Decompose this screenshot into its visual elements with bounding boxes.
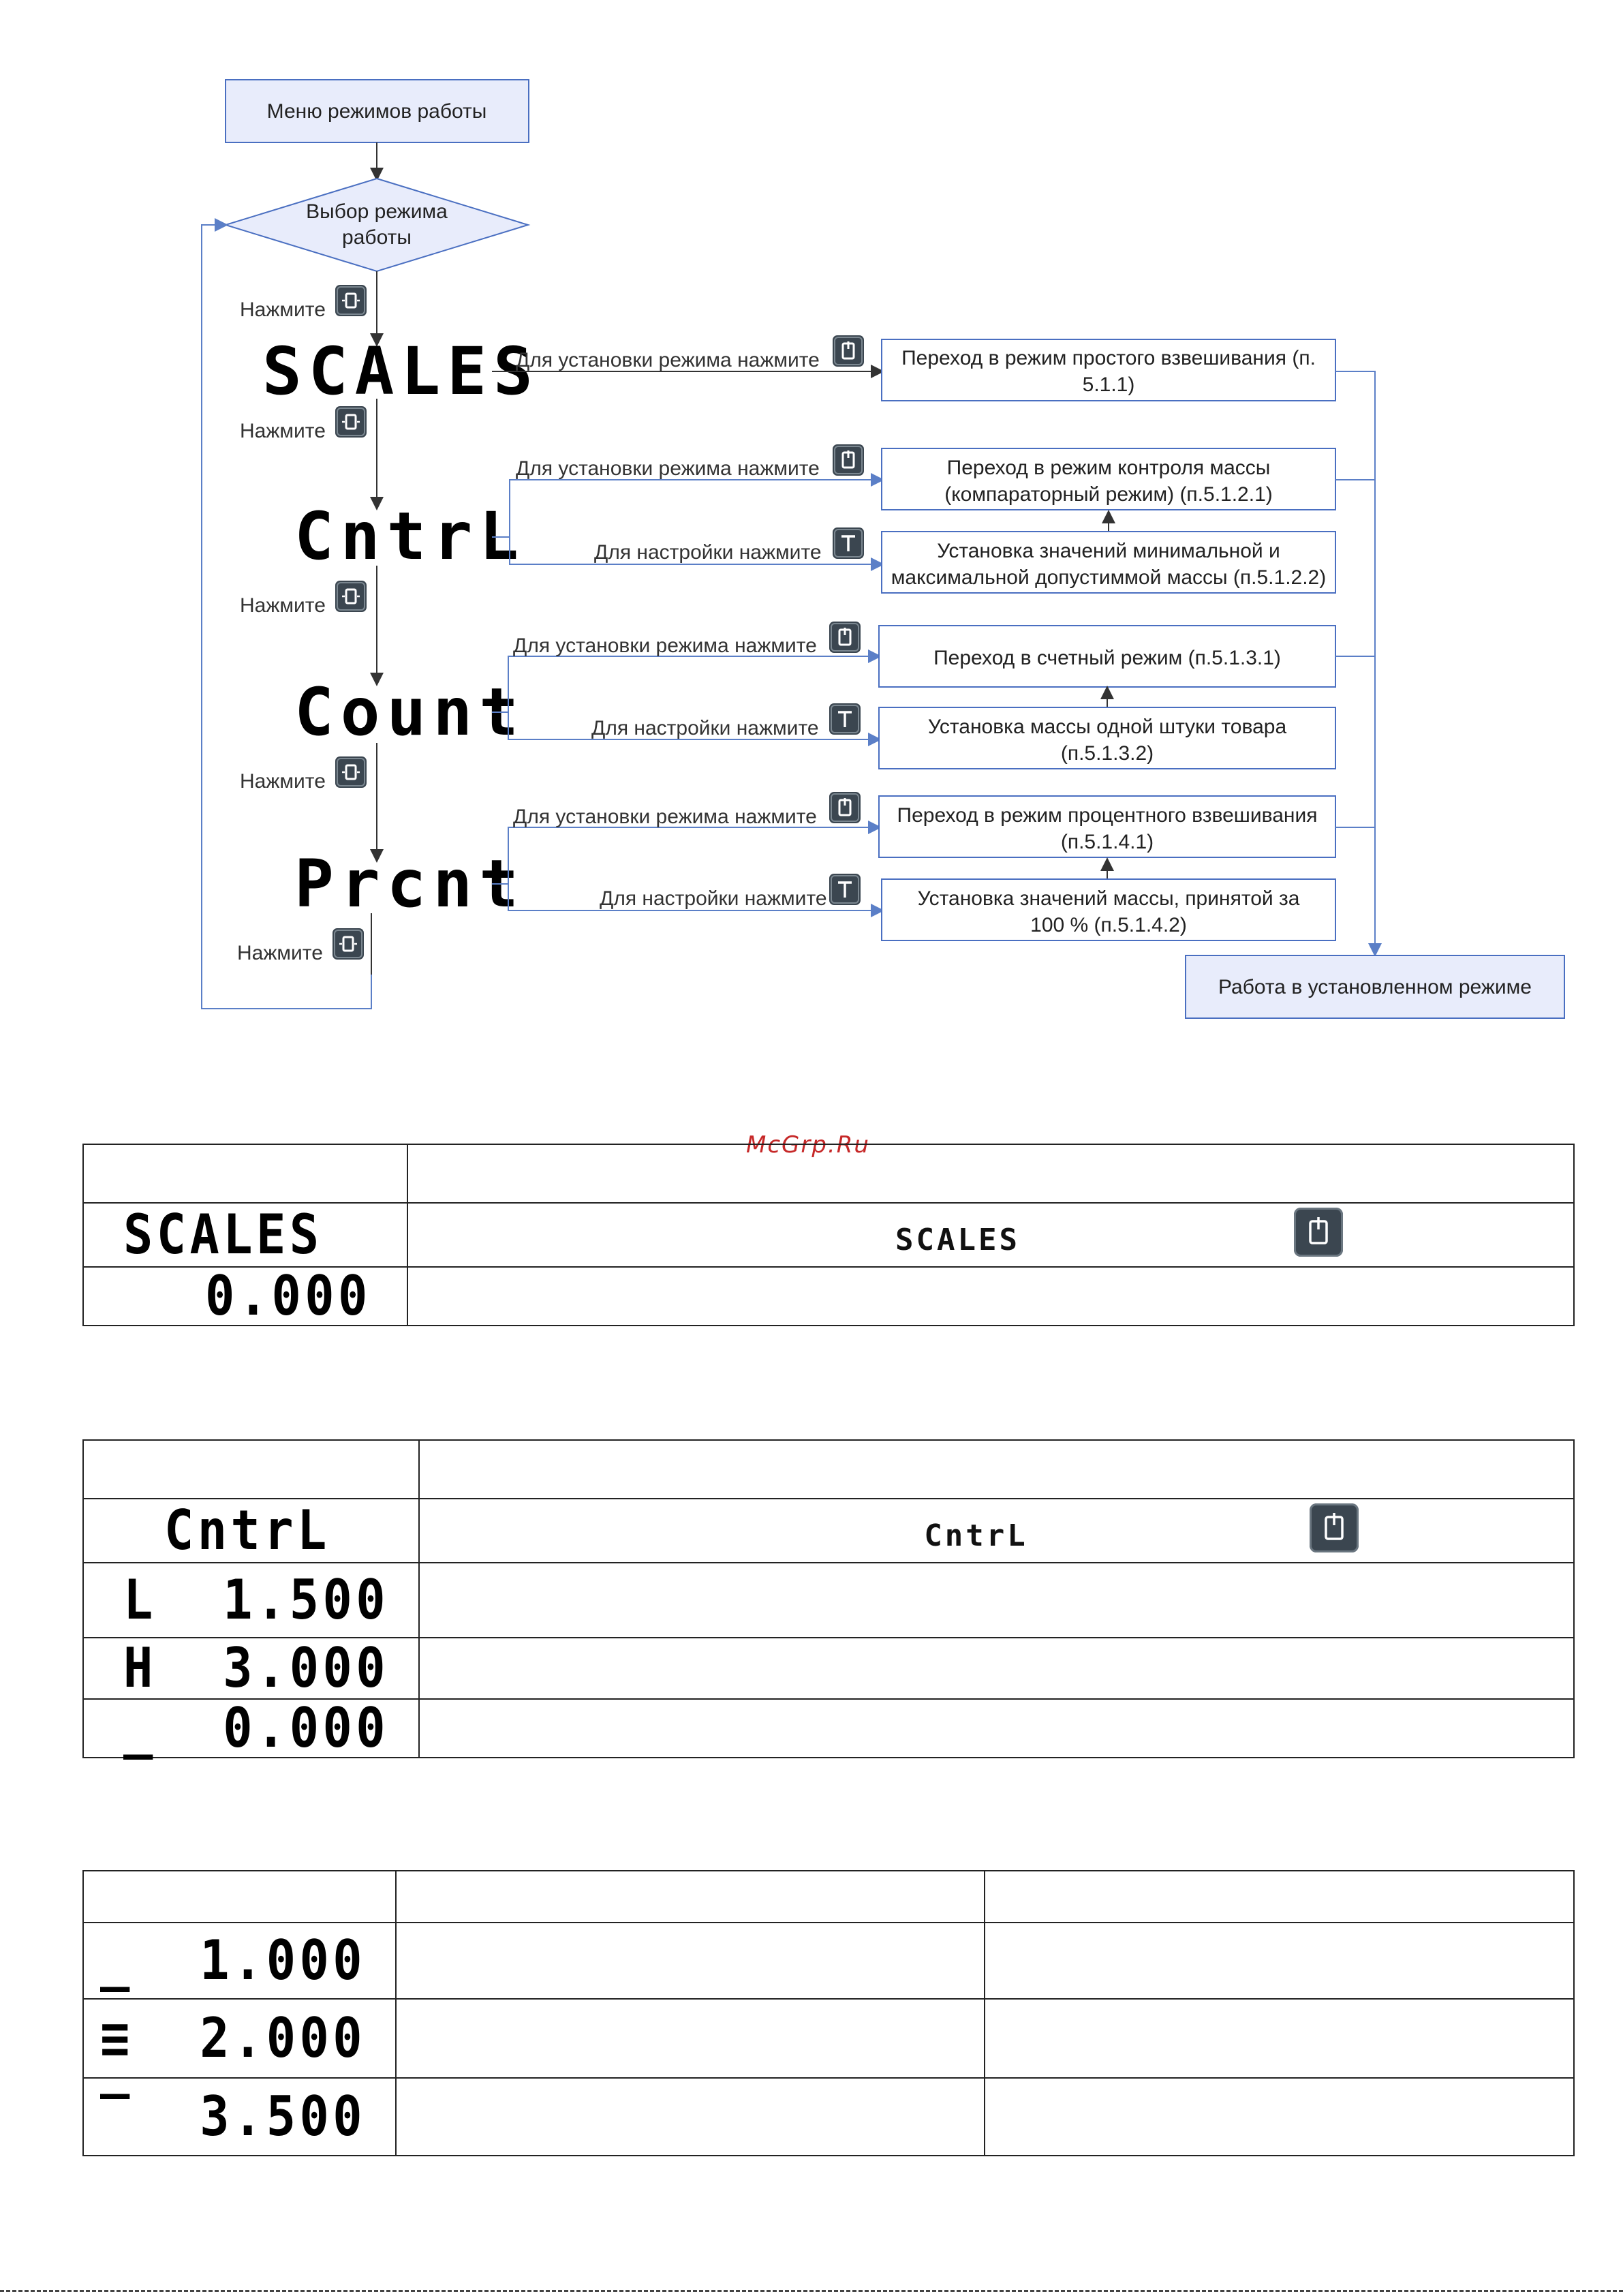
mode-key-icon (833, 444, 864, 476)
seg-display: CntrL (164, 1499, 330, 1562)
inline-display: CntrL (924, 1518, 1028, 1553)
svg-text:Переход в режим процентного вз: Переход в режим процентного взвешивания (897, 804, 1318, 827)
note-cell (985, 1999, 1574, 2078)
install-label-scales: Для установки режима нажмите (516, 349, 820, 371)
box-prcnt-install (879, 796, 1335, 857)
svg-text:Нажмите: Нажмите (240, 420, 326, 442)
seg-display: _ 0.000 (123, 1696, 389, 1760)
description-cell (396, 1999, 985, 2078)
table-row (83, 1699, 1574, 1758)
display-cell (83, 1563, 419, 1638)
header-cell (83, 1440, 419, 1499)
description-cell (419, 1638, 1574, 1699)
svg-text:Переход в счетный режим (п.5.1: Переход в счетный режим (п.5.1.3.1) (933, 647, 1281, 669)
watermark: McGrp.Ru (746, 1131, 870, 1159)
box-cntrl-install (882, 448, 1335, 510)
svg-text:максимальной допустиммой массы: максимальной допустиммой массы (п.5.1.2.2) (891, 566, 1327, 589)
svg-text:5.1.1): 5.1.1) (1082, 373, 1135, 396)
mode-menu-flowchart (0, 0, 1623, 1036)
seg-display: L 1.500 (123, 1568, 389, 1632)
press-label-4 (240, 756, 367, 793)
header-cell (985, 1871, 1574, 1923)
press-label-2 (240, 406, 367, 442)
box-prcnt-setup (882, 879, 1335, 940)
table-scales (82, 1144, 1575, 1326)
description-cell (419, 1499, 1574, 1563)
table-header-row (83, 1440, 1574, 1499)
display-cell (83, 2078, 396, 2156)
svg-text:100 % (п.5.1.4.2): 100 % (п.5.1.4.2) (1030, 914, 1187, 936)
setup-label-cntrl: Для настройки нажмите (594, 541, 822, 564)
header-cell (396, 1871, 985, 1923)
table-row (83, 1923, 1574, 1999)
svg-text:(п.5.1.4.1): (п.5.1.4.1) (1060, 831, 1154, 853)
svg-text:Работа в установленном режиме: Работа в установленном режиме (1218, 976, 1532, 998)
display-cell (83, 1203, 407, 1267)
mode-key-icon (829, 792, 861, 823)
svg-text:Установка значений массы, прин: Установка значений массы, принятой за (917, 887, 1300, 910)
description-cell (419, 1563, 1574, 1638)
mode-display-prcnt: Prcnt (294, 846, 525, 922)
svg-text:Нажмите: Нажмите (237, 942, 323, 964)
next-key-icon (335, 756, 367, 788)
box-count-setup (879, 707, 1335, 769)
note-cell (985, 1923, 1574, 1999)
tare-key-icon (833, 527, 864, 559)
seg-display: 0.000 (205, 1264, 371, 1328)
table-row (83, 1203, 1574, 1267)
next-key-icon (335, 406, 367, 438)
header-cell (419, 1440, 1574, 1499)
table-row (83, 2078, 1574, 2156)
table-count (82, 1870, 1575, 2156)
svg-text:Установка значений минимальной: Установка значений минимальной и (937, 540, 1280, 562)
box-count-install (879, 626, 1335, 687)
seg-display: ‾ 3.500 (100, 2085, 366, 2148)
tare-key-icon (829, 703, 861, 735)
description-cell (396, 1923, 985, 1999)
menu-title: Меню режимов работы (266, 100, 487, 123)
header-cell (83, 1144, 407, 1203)
box-cntrl-setup (882, 532, 1335, 593)
header-cell (407, 1144, 1574, 1203)
mode-display-cntrl: CntrL (294, 498, 525, 575)
table-header-row (83, 1871, 1574, 1923)
svg-text:Нажмите: Нажмите (240, 299, 326, 321)
mode-key-icon (833, 335, 864, 367)
install-label-cntrl: Для установки режима нажмите (516, 457, 820, 480)
description-cell (407, 1267, 1574, 1326)
seg-display: H 3.000 (123, 1636, 389, 1700)
next-key-icon (335, 285, 367, 316)
decision-line-2: работы (342, 226, 412, 249)
seg-display: ≡ 2.000 (100, 2006, 366, 2070)
mode-display-scales: SCALES (262, 333, 540, 410)
table-row (83, 1499, 1574, 1563)
menu-title-box (226, 80, 529, 142)
setup-label-prcnt: Для настройки нажмите (600, 887, 827, 910)
result-box (1186, 955, 1564, 1018)
install-label-prcnt: Для установки режима нажмите (513, 806, 817, 828)
mode-key-icon (829, 622, 861, 653)
seg-display: SCALES (123, 1203, 323, 1266)
note-cell (985, 2078, 1574, 2156)
table-row (83, 1638, 1574, 1699)
next-key-icon (333, 928, 364, 960)
setup-label-count: Для настройки нажмите (591, 717, 819, 739)
display-cell (83, 1696, 419, 1760)
svg-text:Нажмите: Нажмите (240, 770, 326, 793)
table-header-row (83, 1144, 1574, 1203)
description-cell (407, 1203, 1574, 1267)
display-cell (83, 1499, 419, 1563)
table-row (83, 1267, 1574, 1326)
table-row (83, 1563, 1574, 1638)
next-key-icon (335, 581, 367, 612)
svg-text:Нажмите: Нажмите (240, 594, 326, 617)
description-cell (396, 2078, 985, 2156)
inline-display: SCALES (895, 1223, 1020, 1257)
press-label-5 (237, 928, 364, 964)
page-footer-rule (0, 2290, 1623, 2292)
display-cell (83, 1999, 396, 2078)
svg-text:(п.5.1.3.2): (п.5.1.3.2) (1060, 742, 1154, 765)
display-cell (83, 1923, 396, 1999)
seg-display: _ 1.000 (100, 1929, 366, 1992)
table-cntrl (82, 1439, 1575, 1758)
press-label-1 (240, 285, 367, 321)
box-scales-install (882, 339, 1335, 401)
svg-text:Переход в режим простого взвеш: Переход в режим простого взвешивания (п. (901, 347, 1316, 369)
header-cell (83, 1871, 396, 1923)
description-cell (419, 1699, 1574, 1758)
display-cell (83, 1638, 419, 1699)
svg-text:Переход в режим контроля массы: Переход в режим контроля массы (946, 457, 1271, 479)
svg-text:(компараторный режим) (п.5.1.2: (компараторный режим) (п.5.1.2.1) (944, 483, 1273, 506)
press-label-3 (240, 581, 367, 617)
mode-display-count: Count (294, 674, 525, 750)
tare-key-icon (829, 874, 861, 905)
display-cell (83, 1264, 407, 1328)
table-row (83, 1999, 1574, 2078)
install-label-count: Для установки режима нажмите (513, 634, 817, 657)
decision-line-1: Выбор режима (306, 200, 448, 223)
svg-text:Установка массы одной штуки то: Установка массы одной штуки товара (927, 716, 1287, 738)
mode-select-decision (226, 179, 528, 271)
power-key-icon (1294, 1208, 1343, 1257)
power-key-icon (1310, 1503, 1359, 1552)
